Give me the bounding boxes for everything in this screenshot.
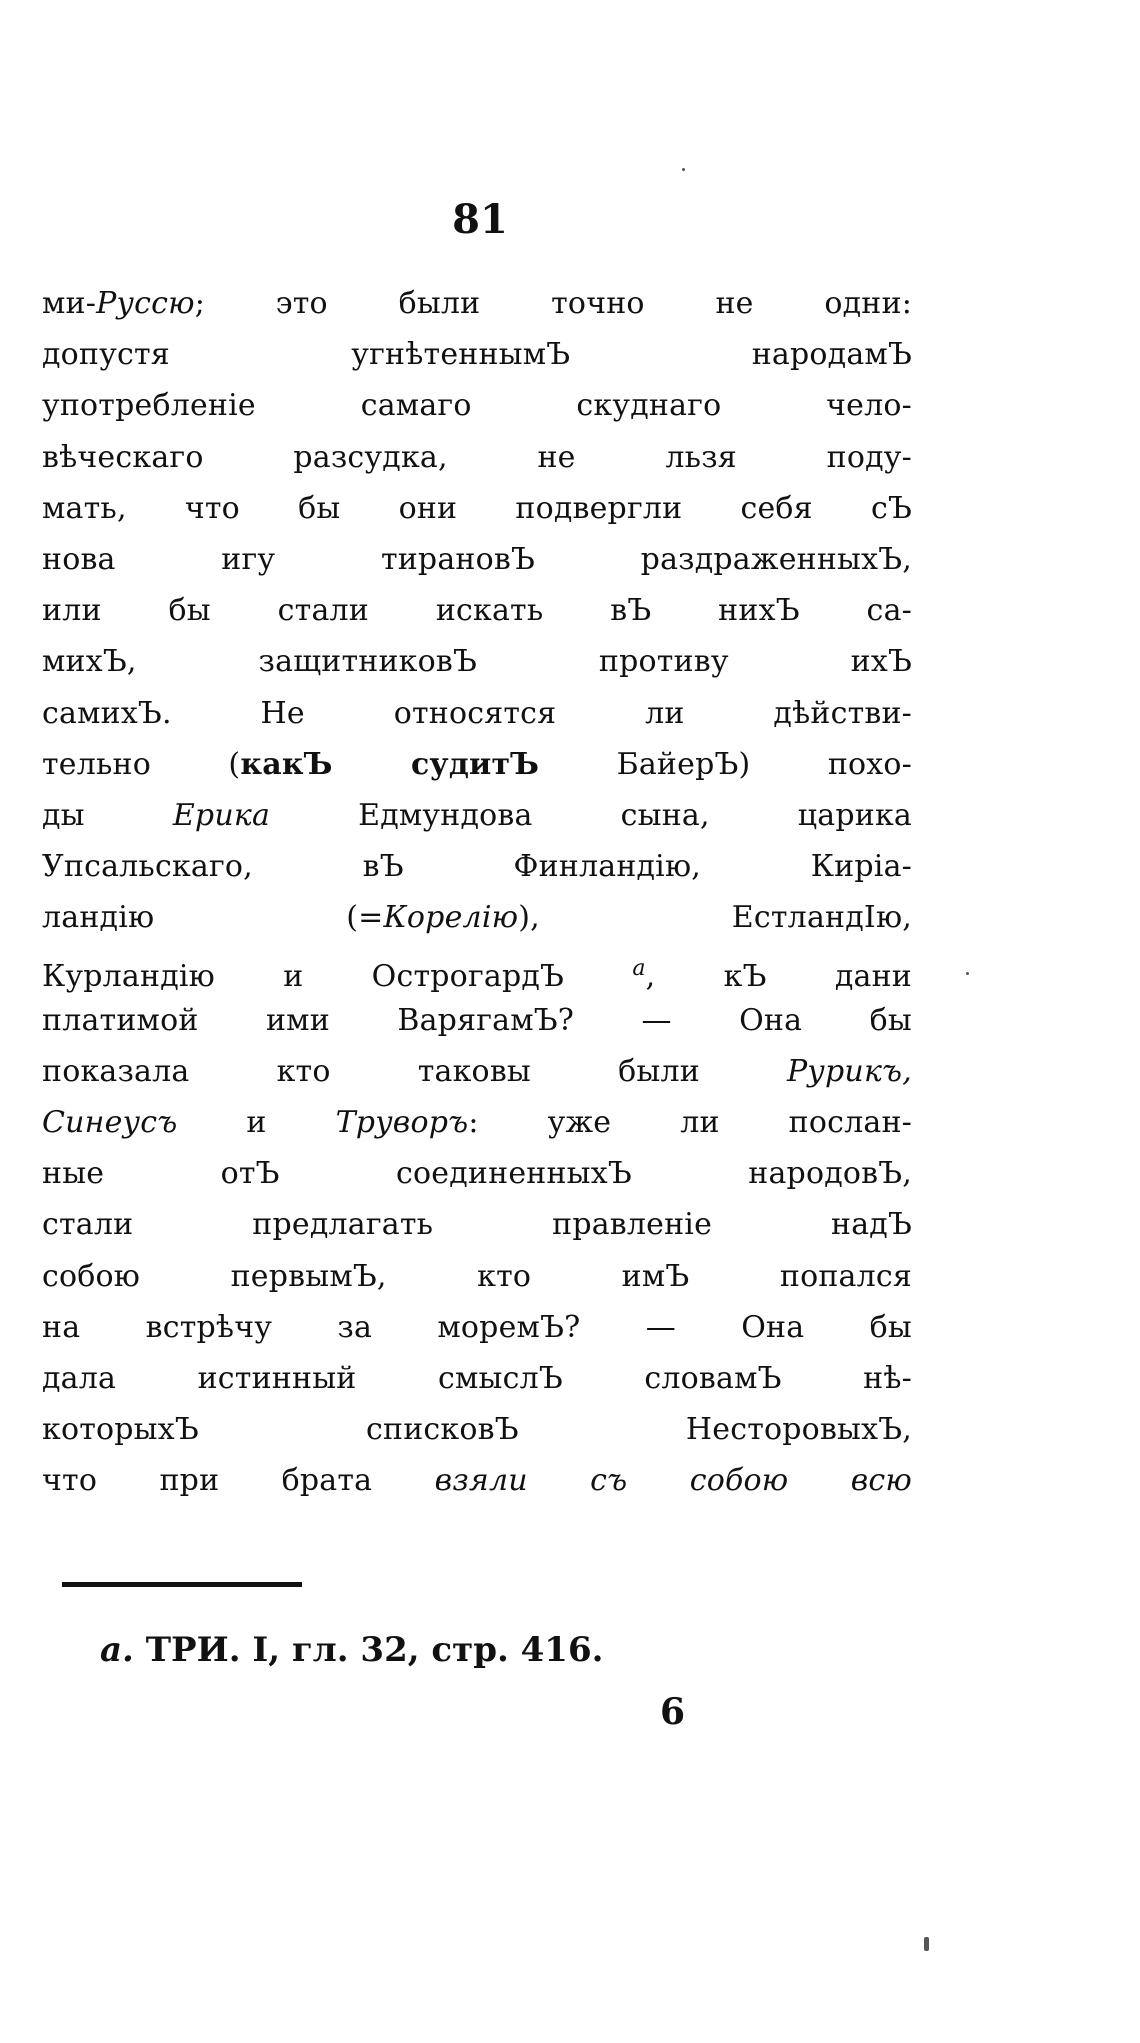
text-run: стали предлагать правленіе надЪ	[42, 1207, 912, 1243]
text-line	[42, 1199, 912, 1250]
text-line	[42, 841, 912, 892]
text-run: показала кто таковы были	[42, 1053, 788, 1089]
text-run: допустя угнѣтеннымЪ народамЪ	[42, 337, 912, 373]
text-run: какЪ судитЪ	[240, 746, 540, 782]
text-line	[42, 1302, 912, 1353]
text-run: тельно (	[42, 746, 241, 782]
text-line	[42, 1251, 912, 1302]
text-run: Руссю	[96, 286, 195, 321]
text-run: употребленіе самаго скуднаго чело-	[42, 388, 912, 424]
body-text	[42, 278, 912, 1507]
text-run: , кЪ дани	[645, 959, 912, 995]
text-line	[42, 739, 912, 790]
text-run: взяли съ собою всю	[434, 1463, 913, 1499]
text-run: вѣческаго разсудка, не льзя поду-	[42, 439, 912, 475]
text-run: или бы стали искать вЪ нихЪ са-	[42, 593, 912, 629]
text-run: Курландію и ОстрогардЪ	[42, 959, 633, 995]
text-line	[42, 1455, 912, 1506]
text-line	[42, 380, 912, 431]
text-line	[42, 995, 912, 1046]
text-run: Труворъ	[335, 1105, 469, 1140]
footnote-text: ТРИ. I, гл. 32, стр. 416.	[133, 1630, 604, 1670]
text-line	[42, 1097, 912, 1148]
text-run: самихЪ. Не относятся ли дѣйстви-	[42, 695, 912, 731]
text-run: и	[177, 1105, 336, 1140]
text-line	[42, 1404, 912, 1455]
footnote-rule	[62, 1582, 302, 1587]
text-line	[42, 1148, 912, 1199]
signature-mark: 6	[660, 1691, 686, 1733]
paper-speck	[924, 1937, 929, 1951]
text-line	[42, 585, 912, 636]
text-line	[42, 1353, 912, 1404]
text-run: Синеусъ	[42, 1105, 178, 1140]
text-run: Корелію	[383, 900, 519, 936]
text-line	[42, 432, 912, 483]
footnote	[100, 1630, 603, 1670]
text-line	[42, 1046, 912, 1097]
text-run: ), ЕстландІю,	[518, 900, 912, 936]
text-run: ды	[42, 797, 173, 833]
paper-speck	[682, 168, 685, 171]
text-run: что при брата	[42, 1463, 435, 1499]
text-run: нова игу тирановЪ раздраженныхЪ,	[42, 541, 912, 577]
text-line	[42, 534, 912, 585]
text-run: платимой ими ВарягамЪ? — Она бы	[42, 1002, 912, 1038]
text-run: : уже ли послан-	[468, 1105, 913, 1140]
text-line	[42, 892, 912, 943]
paper-speck	[966, 972, 969, 975]
text-run: ные отЪ соединенныхЪ народовЪ,	[42, 1156, 912, 1192]
text-run: ; это были точно не одни:	[194, 286, 912, 321]
text-line	[42, 943, 912, 994]
text-run: мать, что бы они подвергли себя сЪ	[42, 490, 912, 526]
footnote-reference: a	[632, 956, 646, 982]
text-line	[42, 688, 912, 739]
text-run: Едмундова сына, царика	[270, 797, 912, 833]
text-run: которыхЪ списковЪ НесторовыхЪ,	[42, 1412, 912, 1448]
text-run: на встрѣчу за моремЪ? — Она бы	[42, 1309, 912, 1345]
text-run: дала истинный смыслЪ словамЪ нѣ-	[42, 1360, 912, 1396]
text-line	[42, 278, 912, 329]
text-line	[42, 329, 912, 380]
text-run: михЪ, защитниковЪ противу ихЪ	[42, 644, 912, 680]
text-run: Рурикъ,	[787, 1053, 912, 1089]
text-run: БайерЪ) похо-	[539, 746, 913, 782]
text-run: Упсальскаго, вЪ Финландію, Киріа-	[42, 849, 912, 885]
text-run: ми-	[42, 286, 97, 321]
footnote-mark: a.	[100, 1630, 134, 1670]
text-line	[42, 483, 912, 534]
text-run: собою первымЪ, кто имЪ попался	[42, 1258, 912, 1294]
text-run: ландію (=	[42, 900, 384, 936]
text-line	[42, 636, 912, 687]
text-run: Ерика	[172, 797, 271, 833]
text-line	[42, 790, 912, 841]
page-number: 81	[452, 196, 508, 243]
